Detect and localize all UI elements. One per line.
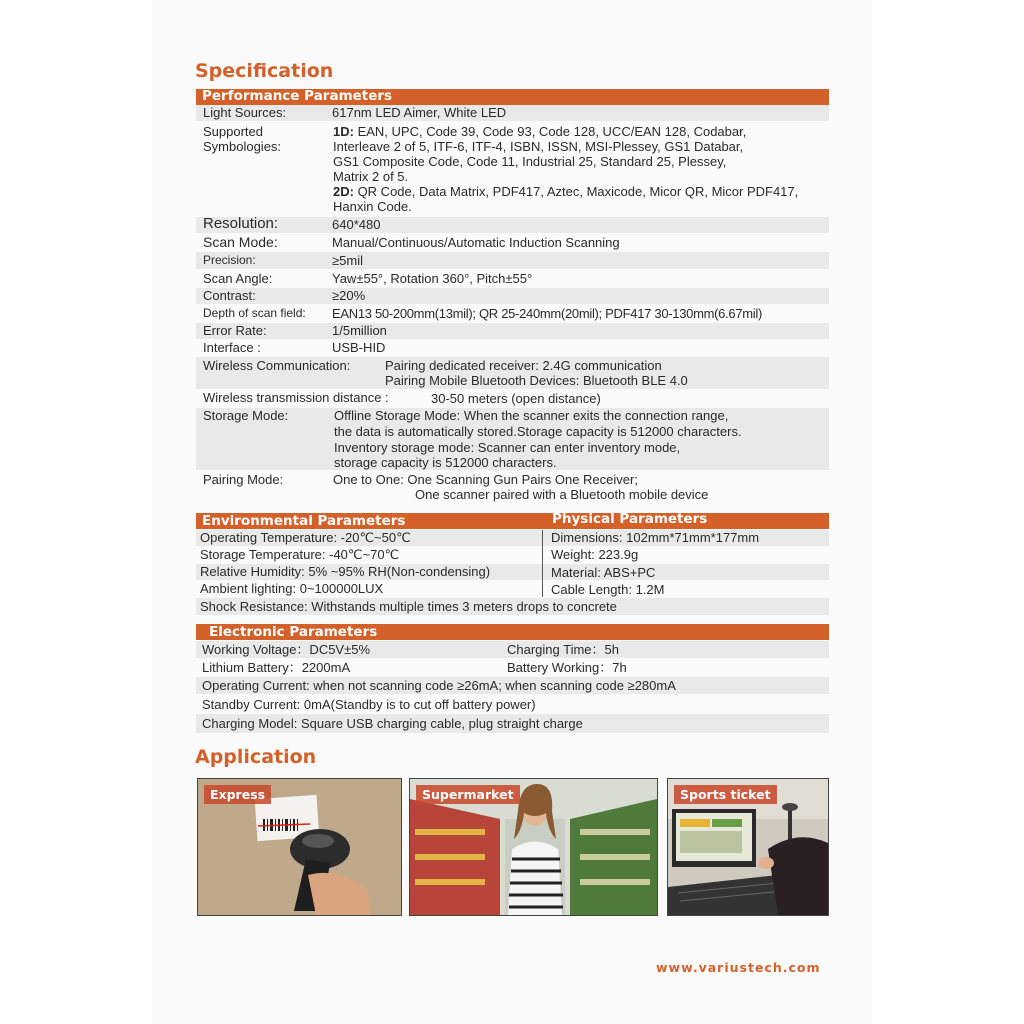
- row-distance: [196, 390, 829, 407]
- row-scan-mode: [196, 234, 829, 251]
- sym-2d-line-0: 2D: QR Code, Data Matrix, PDF417, Aztec, Maxicode, Micor QR, Micor PDF417,: [333, 184, 799, 199]
- scan-angle-value: Yaw±55°, Rotation 360°, Pitch±55°: [332, 271, 533, 286]
- error-label: Error Rate:: [203, 323, 267, 338]
- row-contrast: [196, 288, 829, 304]
- performance-header: [196, 89, 829, 105]
- resolution-label: Resolution:: [203, 215, 279, 232]
- distance-label: Wireless transmission distance :: [203, 390, 389, 405]
- storage-line-1: the data is automatically stored.Storage capacity is 512000 characters.: [334, 424, 742, 439]
- row-env-1: [196, 530, 829, 546]
- scan-mode-label: Scan Mode:: [203, 234, 278, 250]
- physical-header-text: Physical Parameters: [552, 511, 708, 527]
- scan-angle-label: Scan Angle:: [203, 271, 273, 286]
- scan-mode-value: Manual/Continuous/Automatic Induction Scanning: [332, 235, 620, 250]
- charging-time: Charging Time：5h: [507, 642, 619, 657]
- precision-value: ≥5mil: [332, 253, 363, 268]
- tag-sports-ticket: Sports ticket: [674, 785, 777, 804]
- tag-supermarket: Supermarket: [416, 785, 520, 804]
- storage-line-2: Inventory storage mode: Scanner can enter inventory mode,: [334, 440, 681, 455]
- light-label: Light Sources:: [203, 105, 287, 120]
- application-title: Application: [195, 746, 317, 768]
- storage-line-3: storage capacity is 512000 characters.: [334, 455, 557, 470]
- row-elec-3: [196, 677, 829, 694]
- sym-1d-line-2: GS1 Composite Code, Code 11, Industrial 25, Standard 25, Plessey,: [333, 154, 727, 169]
- sym-label-2: Symbologies:: [203, 139, 282, 154]
- contrast-value: ≥20%: [332, 288, 366, 303]
- tag-express: Express: [204, 785, 271, 804]
- ambient: Ambient lighting: 0~100000LUX: [200, 581, 384, 596]
- wireless-label: Wireless Communication:: [203, 358, 351, 373]
- row-env-2: [196, 547, 829, 563]
- sym-2d-line-1: Hanxin Code.: [333, 199, 412, 214]
- humidity: Relative Humidity: 5% ~95% RH(Non-condensing): [200, 564, 491, 579]
- row-scan-angle: [196, 270, 829, 287]
- battery: Lithium Battery：2200mA: [202, 660, 351, 675]
- row-resolution: [196, 217, 829, 233]
- sym-2d-prefix: 2D:: [333, 184, 354, 199]
- pairing-label: Pairing Mode:: [203, 472, 284, 487]
- row-light-sources: [196, 105, 829, 121]
- environmental-header-text: Environmental Parameters: [202, 513, 406, 529]
- photo-sports-ticket: [667, 778, 829, 916]
- electronic-header-text: Electronic Parameters: [209, 624, 378, 640]
- row-elec-1: [196, 641, 829, 658]
- storage-temp: Storage Temperature: -40℃~70℃: [200, 547, 400, 562]
- sym-1d-line-0: 1D: EAN, UPC, Code 39, Code 93, Code 128, UCC/EAN 128, Codabar,: [333, 124, 747, 139]
- row-elec-2: [196, 659, 829, 676]
- shock: Shock Resistance: Withstands multiple times 3 meters drops to concrete: [200, 599, 617, 614]
- storage-label: Storage Mode:: [203, 408, 289, 423]
- distance-value: 30-50 meters (open distance): [431, 391, 601, 406]
- op-temp: Operating Temperature: -20℃~50℃: [200, 530, 411, 545]
- row-storage-mode: [196, 408, 829, 470]
- sym-1d-prefix: 1D:: [333, 124, 354, 139]
- storage-line-0: Offline Storage Mode: When the scanner exits the connection range,: [334, 408, 729, 423]
- row-elec-5: [196, 714, 829, 733]
- performance-header-text: Performance Parameters: [202, 88, 393, 104]
- specification-title: Specification: [195, 60, 334, 82]
- row-symbologies: [196, 122, 829, 216]
- interface-label: Interface :: [203, 340, 261, 355]
- light-value: 617nm LED Aimer, White LED: [332, 105, 507, 120]
- material: Material: ABS+PC: [551, 565, 656, 580]
- depth-value: EAN13 50-200mm(13mil); QR 25-240mm(20mil); PDF417 30-130mm(6.67mil): [332, 306, 762, 321]
- website-url[interactable]: www.variustech.com: [656, 960, 821, 975]
- row-env-4: [196, 581, 829, 597]
- wireless-line-1: Pairing Mobile Bluetooth Devices: Bluetooth BLE 4.0: [385, 373, 688, 388]
- standby-current: Standby Current: 0mA(Standby is to cut off battery power): [202, 697, 536, 712]
- row-depth: [196, 305, 829, 322]
- interface-value: USB-HID: [332, 340, 386, 355]
- depth-label: Depth of scan field:: [203, 306, 306, 320]
- sym-1d-line-3: Matrix 2 of 5.: [333, 169, 409, 184]
- weight: Weight: 223.9g: [551, 547, 639, 562]
- electronic-header: [196, 624, 829, 640]
- sym-label-1: Supported: [203, 124, 263, 139]
- charging-model: Charging Model: Square USB charging cable, plug straight charge: [202, 716, 583, 731]
- pairing-line-0: One to One: One Scanning Gun Pairs One Receiver;: [333, 472, 638, 487]
- sym-1d-line-1: Interleave 2 of 5, ITF-6, ITF-4, ISBN, ISSN, MSI-Plessey, GS1 Databar,: [333, 139, 744, 154]
- row-elec-4: [196, 695, 829, 713]
- photo-express: [197, 778, 402, 916]
- contrast-label: Contrast:: [203, 288, 256, 303]
- column-divider: [542, 530, 543, 597]
- voltage: Working Voltage：DC5V±5%: [202, 642, 371, 657]
- cable: Cable Length: 1.2M: [551, 582, 665, 597]
- row-wireless: [196, 357, 829, 389]
- row-error-rate: [196, 323, 829, 339]
- row-interface: [196, 340, 829, 356]
- row-precision: [196, 252, 829, 269]
- pairing-line-1: One scanner paired with a Bluetooth mobile device: [415, 487, 709, 502]
- wireless-line-0: Pairing dedicated receiver: 2.4G communication: [385, 358, 662, 373]
- env-phys-header: [196, 513, 829, 529]
- row-pairing-mode: [196, 471, 829, 504]
- precision-label: Precision:: [203, 253, 256, 267]
- photo-supermarket: [409, 778, 658, 916]
- row-shock: [196, 598, 829, 615]
- dimensions: Dimensions: 102mm*71mm*177mm: [551, 530, 760, 545]
- row-env-3: [196, 564, 829, 580]
- resolution-value: 640*480: [332, 217, 381, 232]
- battery-working: Battery Working：7h: [507, 660, 627, 675]
- op-current: Operating Current: when not scanning code ≥26mA; when scanning code ≥280mA: [202, 678, 676, 693]
- error-value: 1/5million: [332, 323, 387, 338]
